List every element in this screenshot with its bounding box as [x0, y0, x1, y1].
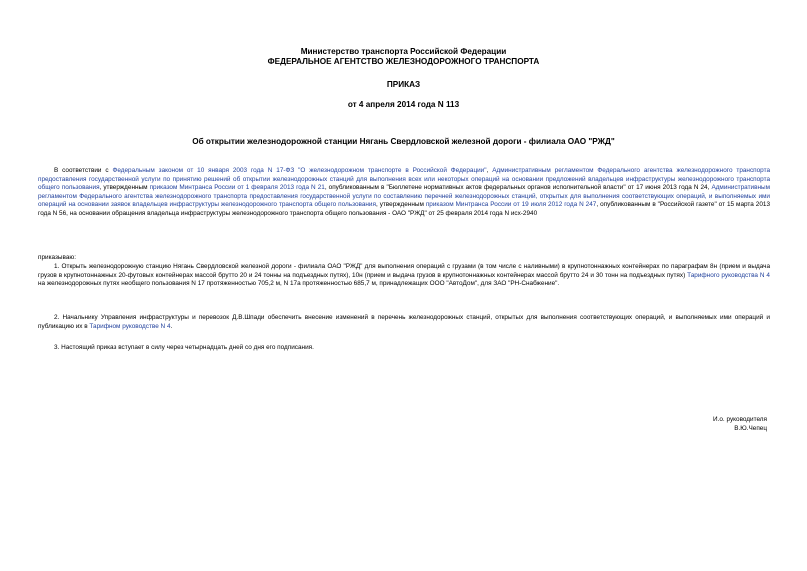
document-title: Об открытии железнодорожной станции Нягань Свердловской железной дороги - филиала ОАО "РЖД": [192, 137, 615, 146]
preamble-text: В соответствии с: [54, 167, 113, 174]
federal-law-link[interactable]: Федеральным законом от 10 января 2003 года N 17-ФЗ "О железнодорожном транспорте в Российской Федерации": [112, 167, 487, 174]
date-number-heading: от 4 апреля 2014 года N 113: [347, 100, 460, 109]
order-247-link[interactable]: приказом Минтранса России от 19 июля 2012 года N 247: [425, 201, 597, 209]
preamble-text: , утвержденным: [375, 201, 426, 209]
preamble-paragraph: [38, 167, 770, 219]
order-21-link[interactable]: приказом Минтранса России от 1 февраля 2013 года N 21: [149, 184, 325, 192]
item-2-text: 2. Начальнику Управления инфраструктуры и перевозок Д.В.Шпади обеспечить внесение изменений в перечень железнодорожных станций, открытых для выполнения соответствующих операций, и выполняемых ими операций и публикацию их в: [38, 314, 770, 330]
signature-name: В.Ю.Чепец: [734, 425, 767, 432]
item-3-paragraph: 3. Настоящий приказ вступает в силу через четырнадцать дней со дня его подписания.: [54, 344, 314, 351]
doc-type-heading: ПРИКАЗ: [386, 80, 421, 89]
item-1-text: на железнодорожных путях необщего пользования N 17 протяженностью 705,2 м, N 17а протяженностью 685,7 м, принадлежащих ООО "АвтоДом", для ЗАО "РН-Снабжение".: [38, 280, 560, 288]
preamble-text: , опубликованным в "Бюллетене нормативных актов федеральных органов исполнительной власти" от 17 июня 2013 года N 24,: [324, 184, 712, 192]
order-word: приказываю:: [38, 254, 76, 261]
admin-regulation-1-link[interactable]: Административным регламентом Федерального агентства железнодорожного транспорта предоставления государственной услуги по принятию решений об открытии железнодорожных станций для выполнения всех или некоторых операций на основании предложений владельцев инфраструктуры железнодорожного транспорта общего пользования: [38, 167, 770, 192]
ministry-heading: Министерство транспорта Российской Федерации: [300, 47, 507, 56]
agency-heading: ФЕДЕРАЛЬНОЕ АГЕНТСТВО ЖЕЛЕЗНОДОРОЖНОГО ТРАНСПОРТА: [267, 57, 540, 66]
tariff-guide-link[interactable]: Тарифного руководства N 4: [687, 271, 770, 279]
preamble-text: , утвержденным: [99, 184, 150, 192]
preamble-text: ,: [486, 167, 493, 174]
item-2-paragraph: [38, 314, 770, 331]
signature-position: И.о. руководителя: [713, 416, 767, 423]
item-1-paragraph: [38, 263, 770, 289]
admin-regulation-2-link[interactable]: Административным регламентом Федерального агентства железнодорожного транспорта предоставления государственной услуги по составлению перечней железнодорожных станций, открытых для выполнения соответствующих операций, и выполняемых ими операций на основании заявок владельцев инфраструктуры железнодорожного транспорта общего пользования: [38, 184, 770, 209]
item-1-text: 1. Открыть железнодорожную станцию Нягань Свердловской железной дороги - филиала ОАО "РЖД" для выполнения операций с грузами (в том числе с наливными) в крупнотоннажных контейнерах по параграфам 8н (прием и выдача грузов в крупнотоннажных 20-футовых контейнерах массой брутто 20 и 24 тонны на подъездных путях), 10н (прием и выдача грузов в крупнотоннажных контейнерах массой брутто 24 и 30 тонн на подъездных путях): [38, 263, 770, 279]
preamble-text: , опубликованным в "Российской газете" от 15 марта 2013 года N 56, на основании обращения владельца инфраструктуры железнодорожного транспорта общего пользования - ОАО "РЖД" от 25 февраля 2014 года N исх-2940: [38, 201, 770, 217]
tariff-guide-link-2[interactable]: Тарифном руководстве N 4: [89, 322, 171, 330]
item-2-text: .: [170, 322, 173, 330]
